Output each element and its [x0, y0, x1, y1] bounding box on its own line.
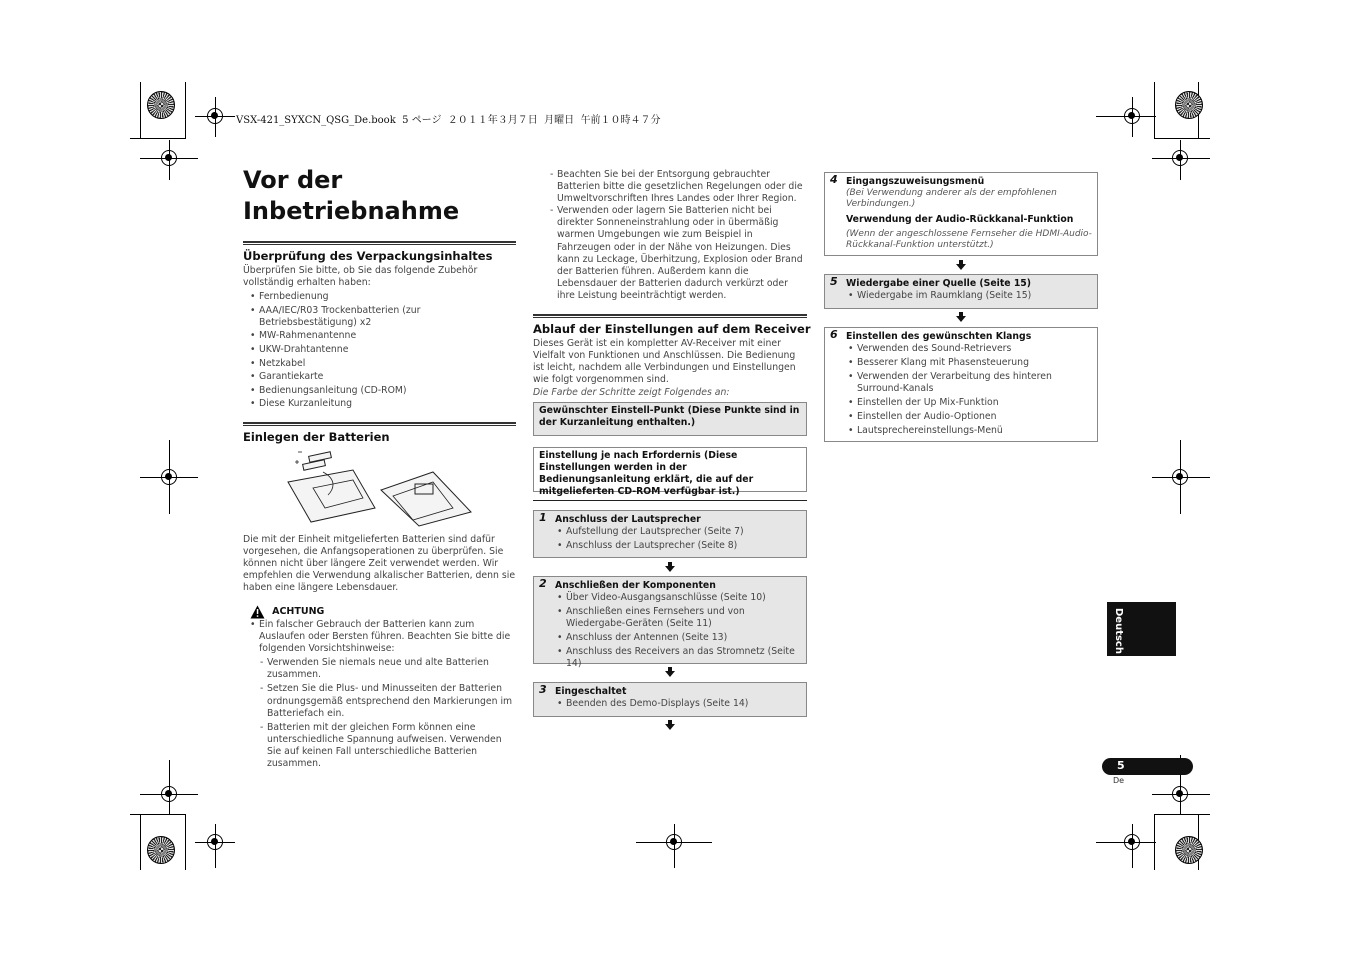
- step-number: 6: [830, 328, 838, 341]
- step-item: • Anschluss des Receivers an das Stromnetz (Seite 14): [555, 646, 801, 670]
- step-item: • Besserer Klang mit Phasensteuerung: [846, 357, 1092, 369]
- color-target-icon: [1175, 836, 1203, 864]
- step-box: [533, 510, 807, 558]
- arrow-down-icon: [665, 724, 675, 730]
- page-number: 5: [1117, 759, 1125, 772]
- warning-icon: [250, 605, 265, 619]
- list-item: • MW-Rahmenantenne: [243, 330, 516, 342]
- caution-label-text: ACHTUNG: [272, 606, 325, 617]
- step-title: Anschließen der Komponenten: [555, 580, 716, 591]
- list-item: • Diese Kurzanleitung: [243, 398, 516, 410]
- section-rule: [243, 422, 516, 426]
- caution-sub: - Batterien mit der gleichen Form können eine unterschiedliche Spannung aufweisen. Verwenden Sie auf keinen Fall unterschiedliche Batterien zusammen.: [259, 722, 516, 770]
- caution-list: [243, 619, 516, 770]
- step-note: (Bei Verwendung anderer als der empfohlenen Verbindungen.): [846, 188, 1057, 209]
- step-box: [824, 274, 1098, 309]
- package-contents: [243, 265, 516, 411]
- step-title: Einstellen des gewünschten Klangs: [846, 331, 1032, 342]
- section-heading-batteries: Einlegen der Batterien: [243, 430, 390, 444]
- batteries-body: [243, 534, 516, 594]
- step-item: • Verwenden des Sound-Retrievers: [846, 343, 1092, 355]
- step-number: 2: [539, 577, 547, 590]
- caution-item: [243, 619, 516, 770]
- step-title: Eingeschaltet: [555, 686, 627, 697]
- color-target-icon: [147, 836, 175, 864]
- caution-sub: - Verwenden Sie niemals neue und alte Batterien zusammen.: [259, 657, 516, 681]
- step-item: • Wiedergabe im Raumklang (Seite 15): [846, 290, 1092, 302]
- setup-intro-text: Dieses Gerät ist ein kompletter AV-Receiver mit einer Vielfalt von Funktionen und Anschlüssen. Die Bedienung ist leicht, nachdem alle Verbindungen und Einstellungen wie folgt vorgenommen sind.: [533, 338, 796, 386]
- language-tab: [1107, 602, 1176, 656]
- step-item: • Beenden des Demo-Displays (Seite 14): [555, 698, 801, 710]
- legend-white-text: Einstellung je nach Erfordernis (Diese Einstellungen werden in der Bedienungsanleitung erklärt, die auf der mitgelieferten CD-ROM verfügbar ist.): [539, 450, 754, 497]
- list-item: • UKW-Drahtantenne: [243, 344, 516, 356]
- title-line-2: Inbetriebnahme: [243, 197, 460, 225]
- list-item: • Netzkabel: [243, 358, 516, 370]
- step-box: [824, 327, 1098, 442]
- caution-item-text: Ein falscher Gebrauch der Batterien kann zum Auslaufen oder Bersten führen. Beachten Sie bitte die folgenden Vorsichtshinweise:: [259, 619, 511, 655]
- color-target-icon: [1175, 91, 1203, 119]
- caution-sub: - Setzen Sie die Plus- und Minusseiten der Batterien ordnungsgemäß entsprechend den Markierungen im Batteriefach ein.: [259, 683, 516, 719]
- step-box: [824, 172, 1098, 256]
- step-item: • Lautsprechereinstellungs-Menü: [846, 425, 1092, 437]
- step-number: 3: [539, 683, 547, 696]
- legend-white-box: [533, 447, 807, 497]
- step-title-2: Verwendung der Audio-Rückkanal-Funktion: [846, 214, 1074, 225]
- step-note-2: (Wenn der angeschlossene Fernseher die HDMI-Audio-Rückkanal-Funktion unterstützt.): [846, 229, 1092, 250]
- battery-illustration: [283, 450, 478, 530]
- divider: [533, 500, 807, 501]
- step-number: 1: [539, 511, 547, 524]
- step-box: [533, 682, 807, 717]
- caution-sub: - Beachten Sie bei der Entsorgung gebrauchter Batterien bitte die gesetzlichen Regelungen oder die Umweltvorschriften Ihres Landes oder Ihrer Region.: [549, 169, 807, 205]
- arrow-down-icon: [956, 316, 966, 322]
- step-title: Anschluss der Lautsprecher: [555, 514, 701, 525]
- step-number: 4: [830, 173, 838, 186]
- step-item: • Anschluss der Lautsprecher (Seite 8): [555, 540, 801, 552]
- list-item: • Bedienungsanleitung (CD-ROM): [243, 385, 516, 397]
- page-title: [243, 165, 459, 227]
- page-lang: De: [1113, 776, 1125, 785]
- step-item: • Einstellen der Audio-Optionen: [846, 411, 1092, 423]
- legend-gray-box: [533, 402, 807, 436]
- setup-intro: [533, 338, 807, 399]
- arrow-down-icon: [665, 671, 675, 677]
- step-item: • Anschluss der Antennen (Seite 13): [555, 632, 801, 644]
- step-item: • Anschließen eines Fernsehers und von Wiedergabe-Geräten (Seite 11): [555, 606, 801, 630]
- step-item: • Aufstellung der Lautsprecher (Seite 7): [555, 526, 801, 538]
- color-note: Die Farbe der Schritte zeigt Folgendes an:: [533, 387, 730, 399]
- section-rule: [243, 241, 516, 245]
- battery-notes-cont: [549, 169, 807, 302]
- step-box: [533, 576, 807, 669]
- step-title: Eingangszuweisungsmenü: [846, 176, 985, 187]
- caution-sub: - Verwenden oder lagern Sie Batterien nicht bei direkter Sonneneinstrahlung oder in übermäßig warmen Umgebungen wie zum Beispiel in Fahrzeugen oder in der Nähe von Heizungen. Dies kann zu Leckage, Überhitzung, Explosion oder Brand der Batterien führen. Außerdem kann die Lebensdauer der Batterien dadurch verkürzt oder ihre Leistung beeinträchtigt werden.: [549, 205, 807, 302]
- page-number-pill: [1102, 758, 1193, 775]
- step-title: Wiedergabe einer Quelle (Seite 15): [846, 278, 1032, 289]
- step-item: • Über Video-Ausgangsanschlüsse (Seite 10): [555, 592, 801, 604]
- arrow-down-icon: [665, 566, 675, 572]
- file-header: VSX-421_SYXCN_QSG_De.book 5 ページ ２０１１年３月７日 月曜日 午前１０時４７分: [236, 115, 661, 126]
- list-item: • Fernbedienung: [243, 291, 516, 303]
- step-number: 5: [830, 275, 838, 288]
- section-rule: [533, 314, 807, 318]
- section-heading-setup: Ablauf der Einstellungen auf dem Receiver: [533, 322, 811, 336]
- list-item: • AAA/IEC/R03 Trockenbatterien (zur Betriebsbestätigung) x2: [243, 305, 516, 329]
- arrow-down-icon: [956, 264, 966, 270]
- color-target-icon: [147, 91, 175, 119]
- list-item: • Garantiekarte: [243, 371, 516, 383]
- package-intro: Überprüfen Sie bitte, ob Sie das folgende Zubehör vollständig erhalten haben:: [243, 265, 478, 289]
- legend-gray-text: Gewünschter Einstell-Punkt (Diese Punkte sind in der Kurzanleitung enthalten.): [539, 405, 800, 428]
- caution-label: [250, 601, 324, 620]
- step-item: • Einstellen der Up Mix-Funktion: [846, 397, 1092, 409]
- section-heading-package: Überprüfung des Verpackungsinhaltes: [243, 249, 493, 263]
- language-tab-label: Deutsch: [1113, 608, 1124, 654]
- step-item: • Verwenden der Verarbeitung des hinteren Surround-Kanals: [846, 371, 1092, 395]
- batteries-text: Die mit der Einheit mitgelieferten Batterien sind dafür vorgesehen, die Anfangsoperationen zu überprüfen. Sie können nicht über längere Zeit verwendet werden. Wir empfehlen die Verwendung alkalischer Batterien, denn sie haben eine längere Lebensdauer.: [243, 534, 516, 594]
- title-line-1: Vor der: [243, 166, 343, 194]
